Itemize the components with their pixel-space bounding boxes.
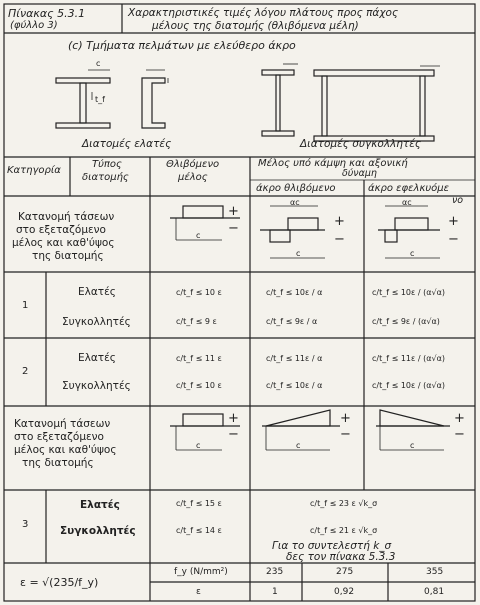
fy-value: 355 xyxy=(426,567,444,577)
c-mark: c xyxy=(196,231,201,240)
c-mark: c xyxy=(296,249,301,258)
fy-value: 235 xyxy=(266,567,284,577)
category-3: 3 xyxy=(22,519,29,530)
minus-mark: − xyxy=(448,232,459,247)
plus-mark: + xyxy=(340,411,351,426)
row3-rolled-label: Ελατές xyxy=(80,499,120,511)
row3-rolled-bending: c/t_f ≤ 23 ε √k_σ xyxy=(310,499,378,508)
row2-rolled-tip-comp: c/t_f ≤ 11ε / α xyxy=(266,354,323,363)
plus-mark: + xyxy=(334,214,345,229)
row2-rolled-tip-tens: c/t_f ≤ 11ε / (α√α) xyxy=(372,354,446,363)
alpha-c-mark: αc xyxy=(290,198,300,207)
sketch-label-tf: t_f xyxy=(95,95,105,104)
minus-mark: − xyxy=(228,427,239,442)
sketch-label-c: c xyxy=(96,59,101,68)
stress-diagram-tip-comp-a xyxy=(260,206,325,258)
row2-rolled-label: Ελατές xyxy=(78,352,116,364)
welded-box-section-sketch xyxy=(314,66,440,141)
row3-welded-compressed: c/t_f ≤ 14 ε xyxy=(176,526,222,535)
row3-welded-bending: c/t_f ≤ 21 ε √k_σ xyxy=(310,526,378,535)
plus-mark: + xyxy=(448,214,459,229)
table-id: Πίνακας 5.3.1 xyxy=(8,7,86,20)
note-line2: δες τον πίνακα 5.3.3 xyxy=(286,551,396,563)
row1-welded-compressed: c/t_f ≤ 9 ε xyxy=(176,317,217,326)
row3-welded-label: Συγκολλητές xyxy=(60,525,136,537)
col-header-tip-tension-2: νο xyxy=(452,195,464,206)
category-1: 1 xyxy=(22,300,29,311)
c-mark: c xyxy=(296,441,301,450)
table-border xyxy=(4,4,475,601)
plus-mark: + xyxy=(228,204,239,219)
caption-rolled: Διατομές ελατές xyxy=(82,138,172,150)
fy-label: f_y (N/mm²) xyxy=(174,567,228,577)
document-page: Πίνακας 5.3.1 (φύλλο 3) Χαρακτηριστικές τιμές λόγου πλάτους προς πάχος μέλους της διατομής (θλιβόμενα μέλη) (c) Τμήματα πελμάτων με ελεύθερο άκρο c t_f Διατομές ελατές Διατομές συγκολλητές Κατηγορία Τύπος διατομής Θλιβόμενο μέλος Μέλος υπό κάμψη και αξονική δύναμη άκρο θλιβόμενο άκρο εφελκυόμε νο Κατανομή τάσεων στο εξεταζόμενο μέλος και καθ'ύψος της διατομής + − c αc + − c αc + − c 1 Ελατές Συγκολλητές c/t_f ≤ 10 ε c/t_f ≤ 9 ε c/t_f ≤ 10ε / α c/t_f ≤ 9ε / α c/t_f ≤ 10ε / (α√α) c/t_f ≤ 9ε / (α√α) 2 Ελατές Συγκολλητές c/t_f ≤ 11 ε c/t_f ≤ 10 ε c/t_f ≤ 11ε / α c/t_f ≤ 10ε / α c/t_f ≤ 11ε / (α√α) c/t_f ≤ 10ε / (α√α) Κατανομή τάσεων στο εξεταζόμενο μέλος και καθ'ύψος της διατομής + − c + − c + − c 3 Ελατές Συγκολλητές c/t_f ≤ 15 ε c/t_f ≤ 14 ε c/t_f ≤ 23 ε √k_σ c/t_f ≤ 21 ε √k_σ Για το συντελεστή k_σ δες τον πίνακα 5.3.3 ε = √(235/f_y) f_y (N/mm²) ε 235 275 355 1 0,92 0,81 xyxy=(0,0,480,605)
table-title-line1: Χαρακτηριστικές τιμές λόγου πλάτους προς πάχος xyxy=(128,7,399,19)
table-title-line2: μέλους της διατομής (θλιβόμενα μέλη) xyxy=(152,20,359,32)
section-heading: (c) Τμήματα πελμάτων με ελεύθερο άκρο xyxy=(68,39,296,52)
rolled-channel-sketch xyxy=(142,70,168,128)
col-header-type-2: διατομής xyxy=(82,172,129,183)
category-2: 2 xyxy=(22,366,29,377)
stress-diagram-tip-comp-b xyxy=(262,410,340,450)
row2-rolled-compressed: c/t_f ≤ 11 ε xyxy=(176,354,222,363)
eps-value: 0,81 xyxy=(424,587,445,597)
eps-value: 0,92 xyxy=(334,587,355,597)
row1-rolled-compressed: c/t_f ≤ 10 ε xyxy=(176,288,222,297)
row1-welded-tip-comp: c/t_f ≤ 9ε / α xyxy=(266,317,318,326)
col-header-type-1: Τύπος xyxy=(92,159,122,170)
row1-rolled-label: Ελατές xyxy=(78,286,116,298)
sheet-label: (φύλλο 3) xyxy=(10,20,58,31)
row2-welded-tip-comp: c/t_f ≤ 10ε / α xyxy=(266,381,323,390)
minus-mark: − xyxy=(340,427,351,442)
stress-diagram-tip-tens-a xyxy=(378,206,440,258)
minus-mark: − xyxy=(334,232,345,247)
epsilon-formula: ε = √(235/f_y) xyxy=(20,576,99,589)
alpha-c-mark: αc xyxy=(402,198,412,207)
row2-welded-compressed: c/t_f ≤ 10 ε xyxy=(176,381,222,390)
col-header-compressed-2: μέλος xyxy=(178,172,208,183)
caption-welded: Διατομές συγκολλητές xyxy=(300,138,422,150)
welded-i-section-sketch xyxy=(262,64,298,136)
row3-rolled-compressed: c/t_f ≤ 15 ε xyxy=(176,499,222,508)
minus-mark: − xyxy=(228,221,239,236)
plus-mark: + xyxy=(228,411,239,426)
row1-welded-tip-tens: c/t_f ≤ 9ε / (α√α) xyxy=(372,317,440,326)
row2-welded-tip-tens: c/t_f ≤ 10ε / (α√α) xyxy=(372,381,446,390)
row1-welded-label: Συγκολλητές xyxy=(62,316,131,328)
col-header-category: Κατηγορία xyxy=(7,165,61,176)
row1-rolled-tip-tens: c/t_f ≤ 10ε / (α√α) xyxy=(372,288,446,297)
row1-rolled-tip-comp: c/t_f ≤ 10ε / α xyxy=(266,288,323,297)
c-mark: c xyxy=(196,441,201,450)
col-header-compressed-1: Θλιβόμενο xyxy=(166,159,220,170)
col-header-tip-tension-1: άκρο εφελκυόμε xyxy=(368,183,450,194)
c-mark: c xyxy=(410,441,415,450)
plus-mark: + xyxy=(454,411,465,426)
c-mark: c xyxy=(410,249,415,258)
fy-value: 275 xyxy=(336,567,354,577)
eps-value: 1 xyxy=(272,587,278,597)
eps-label: ε xyxy=(196,587,201,597)
col-header-bending-1: Μέλος υπό κάμψη και αξονική xyxy=(258,158,408,169)
note-line1: Για το συντελεστή k_σ xyxy=(272,540,392,552)
col-header-bending-2: δύναμη xyxy=(342,168,377,179)
row2-welded-label: Συγκολλητές xyxy=(62,380,131,392)
minus-mark: − xyxy=(454,427,465,442)
col-header-tip-compressed: άκρο θλιβόμενο xyxy=(256,183,336,194)
